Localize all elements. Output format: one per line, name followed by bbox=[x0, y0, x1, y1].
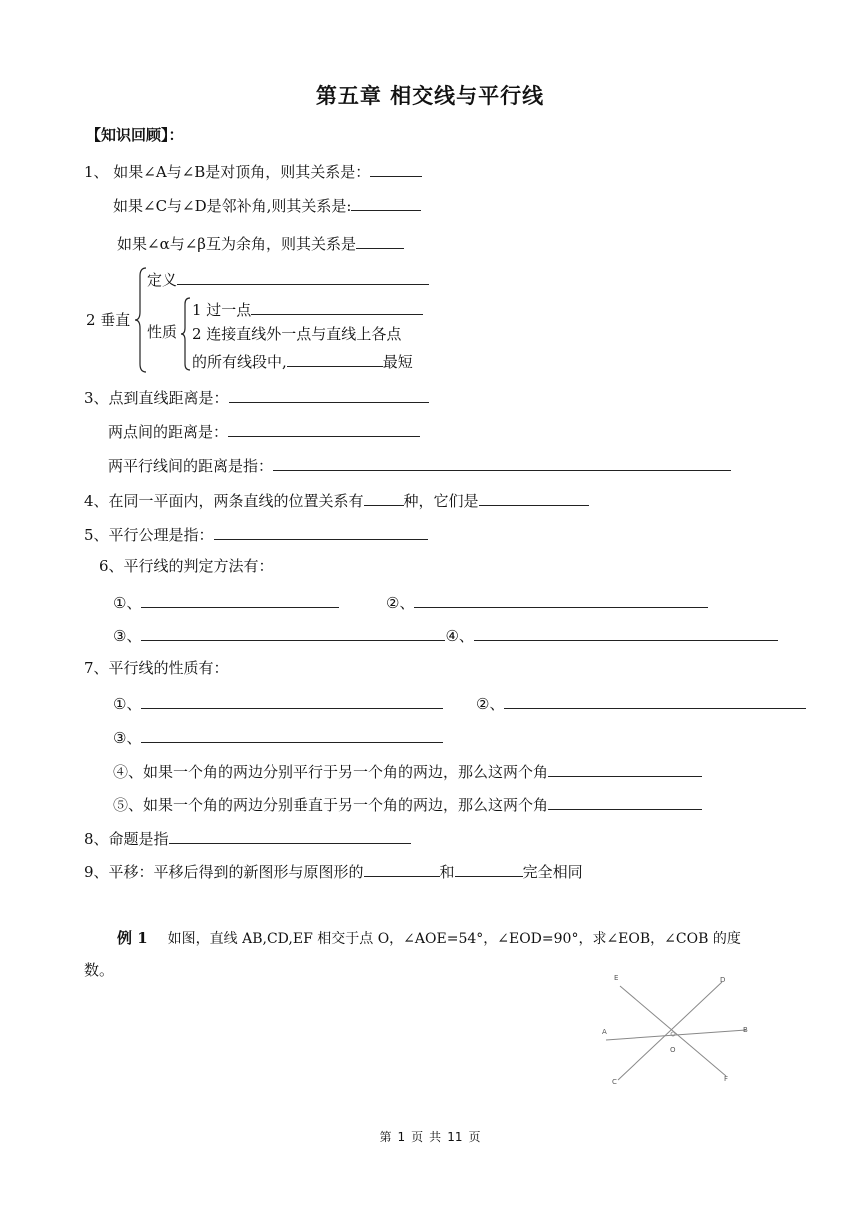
label-e: E bbox=[614, 974, 619, 982]
q6-item-1 bbox=[113, 591, 339, 613]
footer-ye2: 页 bbox=[468, 1130, 481, 1144]
q7-c1-blank[interactable] bbox=[141, 692, 443, 709]
label-d: D bbox=[720, 976, 726, 984]
q5-text: 5、平行公理是指： bbox=[84, 526, 214, 544]
page-footer bbox=[0, 1128, 860, 1145]
q1-line-c bbox=[117, 232, 404, 254]
q2-p2c-text: 最短 bbox=[382, 353, 413, 371]
q6-item-3 bbox=[113, 624, 778, 646]
q3-line-b bbox=[108, 420, 420, 442]
q1-a-blank[interactable] bbox=[370, 160, 422, 177]
q2-p2b-line bbox=[192, 350, 413, 372]
example-line-1 bbox=[117, 928, 741, 949]
q5-line bbox=[84, 523, 428, 545]
q8-line bbox=[84, 827, 411, 849]
q6-item-2 bbox=[386, 591, 708, 613]
label-o: O bbox=[670, 1046, 676, 1054]
line-cd bbox=[618, 982, 722, 1080]
q6-c4-blank[interactable] bbox=[474, 624, 778, 641]
example-label: 例 1 bbox=[117, 929, 148, 947]
q6-c2-blank[interactable] bbox=[414, 591, 708, 608]
q9-b-blank[interactable] bbox=[455, 860, 523, 877]
q7-c2-blank[interactable] bbox=[504, 692, 806, 709]
q2-def-blank[interactable] bbox=[177, 268, 429, 285]
q2-p1-text: 1 过一点 bbox=[192, 301, 252, 319]
q5-blank[interactable] bbox=[214, 523, 428, 540]
q7-heading: 7、平行线的性质有： bbox=[84, 659, 229, 677]
q9-c-text: 完全相同 bbox=[522, 863, 583, 881]
q1-b-text: 如果∠C与∠D是邻补角,则其关系是: bbox=[113, 197, 352, 215]
q6-c1-blank[interactable] bbox=[141, 591, 339, 608]
q6-c3-label: ③、 bbox=[113, 627, 142, 645]
q7-item-3 bbox=[113, 726, 443, 748]
q3-a-blank[interactable] bbox=[229, 386, 429, 403]
label-a: A bbox=[602, 1028, 607, 1036]
q6-c4-label: ④、 bbox=[445, 627, 474, 645]
q3-a-text: 3、点到直线距离是： bbox=[84, 389, 229, 407]
q1-c-text: 如果∠α与∠β互为余角，则其关系是 bbox=[117, 235, 356, 253]
q3-b-text: 两点间的距离是： bbox=[108, 423, 229, 441]
q6-c3-blank[interactable] bbox=[141, 624, 445, 641]
q1-b-blank[interactable] bbox=[351, 194, 421, 211]
q2-def-text: 定义 bbox=[147, 271, 178, 289]
example-text-2: 数。 bbox=[84, 961, 115, 979]
footer-di: 第 bbox=[379, 1130, 392, 1144]
example-text: 如图，直线 AB,CD,EF 相交于点 O，∠AOE=54°，∠EOD=90°，求∠EOB，∠COB 的度 bbox=[167, 931, 741, 947]
q3-c-text: 两平行线间的距离是指： bbox=[108, 457, 274, 475]
q2-p2a-text: 2 连接直线外一点与直线上各点 bbox=[192, 325, 402, 343]
q7-c2-label: ②、 bbox=[476, 695, 505, 713]
q1-a-text: 1、 如果∠A与∠B是对顶角，则其关系是： bbox=[84, 163, 371, 181]
q3-line-a bbox=[84, 386, 429, 408]
q8-text: 8、命题是指 bbox=[84, 830, 169, 848]
label-f: F bbox=[724, 1075, 729, 1083]
q7-c3-label: ③、 bbox=[113, 729, 142, 747]
q2-inner-brace-icon bbox=[180, 296, 192, 372]
q6-heading: 6、平行线的判定方法有： bbox=[99, 557, 274, 575]
q7-c5-blank[interactable] bbox=[548, 793, 702, 810]
intersecting-lines-figure bbox=[596, 968, 766, 1092]
q2-def-line bbox=[147, 268, 429, 290]
footer-gong: 共 bbox=[429, 1130, 442, 1144]
review-heading: 【知识回顾】： bbox=[86, 126, 184, 144]
q1-c-blank[interactable] bbox=[356, 232, 404, 249]
q7-item-5 bbox=[113, 793, 702, 815]
page-title: 第五章 相交线与平行线 bbox=[315, 83, 545, 108]
q9-b-text: 和 bbox=[439, 863, 455, 881]
q6-c2-label: ②、 bbox=[386, 594, 415, 612]
footer-ye: 页 bbox=[411, 1130, 424, 1144]
label-b: B bbox=[743, 1026, 748, 1034]
q6-c1-label: ①、 bbox=[113, 594, 142, 612]
q7-item-1 bbox=[113, 692, 443, 714]
label-c: C bbox=[612, 1078, 617, 1086]
q1-line-a bbox=[84, 160, 422, 182]
q9-a-blank[interactable] bbox=[364, 860, 440, 877]
q2-p2-blank[interactable] bbox=[287, 350, 383, 367]
q2-prop-text: 性质 bbox=[147, 323, 178, 341]
q3-c-blank[interactable] bbox=[273, 454, 731, 471]
q7-c1-label: ①、 bbox=[113, 695, 142, 713]
q1-line-b bbox=[113, 194, 421, 216]
footer-total-pages: 11 bbox=[447, 1130, 463, 1144]
q2-p1-line bbox=[192, 298, 423, 320]
q4-a-blank[interactable] bbox=[364, 489, 404, 506]
q9-line bbox=[84, 860, 583, 882]
q7-item-4 bbox=[113, 760, 702, 782]
q2-outer-brace-icon bbox=[134, 266, 148, 374]
q8-blank[interactable] bbox=[169, 827, 411, 844]
q4-line bbox=[84, 489, 589, 511]
line-ab bbox=[606, 1030, 746, 1040]
q4-b-blank[interactable] bbox=[479, 489, 589, 506]
q7-c4-blank[interactable] bbox=[548, 760, 702, 777]
q4-b-text: 种，它们是 bbox=[403, 492, 479, 510]
q9-a-text: 9、平移：平移后得到的新图形与原图形的 bbox=[84, 863, 364, 881]
q7-c3-blank[interactable] bbox=[141, 726, 443, 743]
footer-page-number: 1 bbox=[397, 1130, 406, 1144]
q2-p1-blank[interactable] bbox=[251, 298, 423, 315]
q3-b-blank[interactable] bbox=[228, 420, 420, 437]
q2-p2b-text: 的所有线段中, bbox=[192, 353, 287, 371]
q7-item-2 bbox=[476, 692, 806, 714]
q3-line-c bbox=[108, 454, 731, 476]
q4-a-text: 4、在同一平面内，两条直线的位置关系有 bbox=[84, 492, 364, 510]
q2-label: 2 垂直 bbox=[86, 311, 131, 329]
q7-c5-text: ⑤、如果一个角的两边分别垂直于另一个角的两边，那么这两个角 bbox=[113, 796, 549, 814]
q7-c4-text: ④、如果一个角的两边分别平行于另一个角的两边，那么这两个角 bbox=[113, 763, 549, 781]
